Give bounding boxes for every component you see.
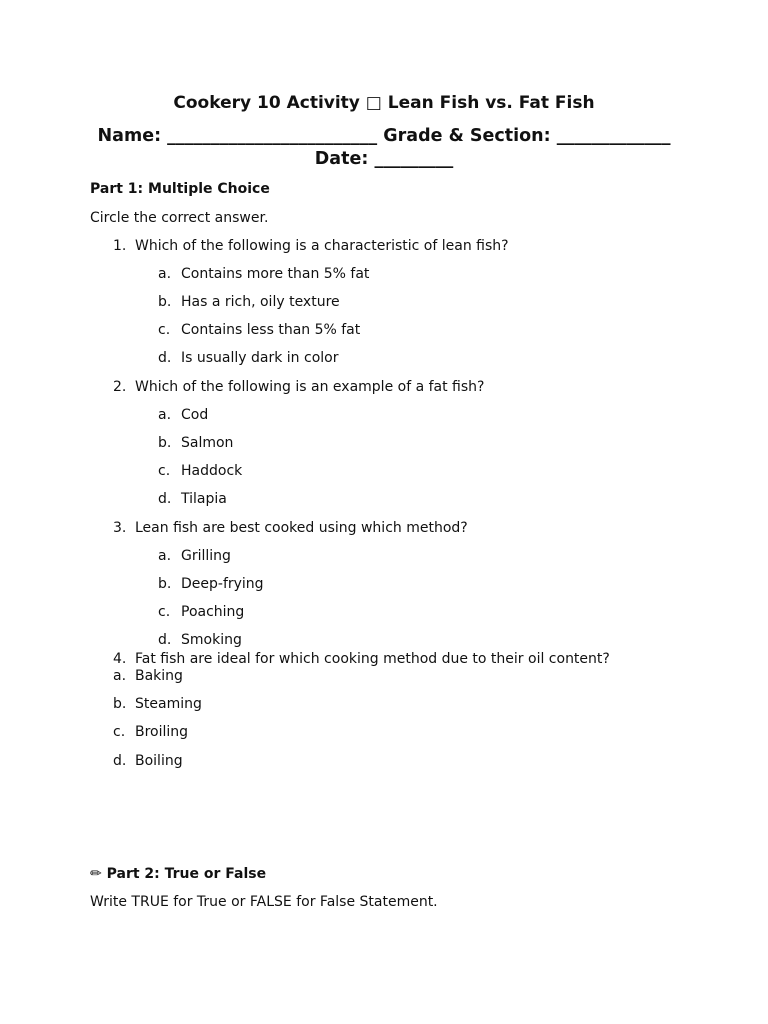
option-text: Broiling (135, 724, 189, 740)
part2-instruction: Write TRUE for True or FALSE for False Statement. (90, 894, 438, 910)
option-text: Poaching (181, 604, 245, 620)
option-letter: c. (158, 463, 171, 479)
question-number: 4. (113, 651, 127, 667)
question-text: Which of the following is an example of a fat fish? (135, 379, 485, 395)
option-text: Baking (135, 668, 183, 684)
date-line: Date: _________ (314, 149, 454, 169)
option-letter: d. (113, 753, 127, 769)
option-text: Smoking (181, 632, 242, 648)
option-letter: d. (158, 491, 172, 507)
question-text: Which of the following is a characteristic of lean fish? (135, 238, 509, 254)
option-text: Boiling (135, 753, 183, 769)
part2-heading: Part 2: True or False (106, 866, 267, 882)
question-number: 2. (113, 379, 127, 395)
option-letter: a. (158, 407, 172, 423)
option-letter: a. (113, 668, 127, 684)
option-text: Cod (181, 407, 209, 423)
part1-heading: Part 1: Multiple Choice (90, 181, 270, 197)
worksheet-title: Cookery 10 Activity □ Lean Fish vs. Fat Fish (173, 93, 595, 113)
option-letter: b. (158, 576, 172, 592)
option-letter: c. (158, 322, 171, 338)
option-letter: b. (158, 435, 172, 451)
option-letter: c. (158, 604, 171, 620)
option-text: Deep-frying (181, 576, 264, 592)
part2-heading-row (90, 866, 266, 882)
option-letter: d. (158, 632, 172, 648)
option-letter: c. (113, 724, 126, 740)
part1-instruction: Circle the correct answer. (90, 210, 269, 226)
option-text: Steaming (135, 696, 202, 712)
option-text: Is usually dark in color (181, 350, 339, 366)
option-letter: d. (158, 350, 172, 366)
question-number: 3. (113, 520, 127, 536)
option-letter: b. (158, 294, 172, 310)
pencil-icon: ✏ (90, 866, 102, 882)
option-text: Salmon (181, 435, 234, 451)
option-text: Contains more than 5% fat (181, 266, 370, 282)
question-number: 1. (113, 238, 127, 254)
option-letter: a. (158, 548, 172, 564)
option-letter: b. (113, 696, 127, 712)
option-text: Haddock (181, 463, 243, 479)
option-text: Grilling (181, 548, 231, 564)
option-text: Contains less than 5% fat (181, 322, 361, 338)
name-grade-section-line: Name: ________________________ Grade & Section: _____________ (97, 126, 671, 146)
option-text: Tilapia (181, 491, 227, 507)
option-letter: a. (158, 266, 172, 282)
option-text: Has a rich, oily texture (181, 294, 340, 310)
question-text: Fat fish are ideal for which cooking method due to their oil content? (135, 651, 610, 667)
question-text: Lean fish are best cooked using which method? (135, 520, 468, 536)
